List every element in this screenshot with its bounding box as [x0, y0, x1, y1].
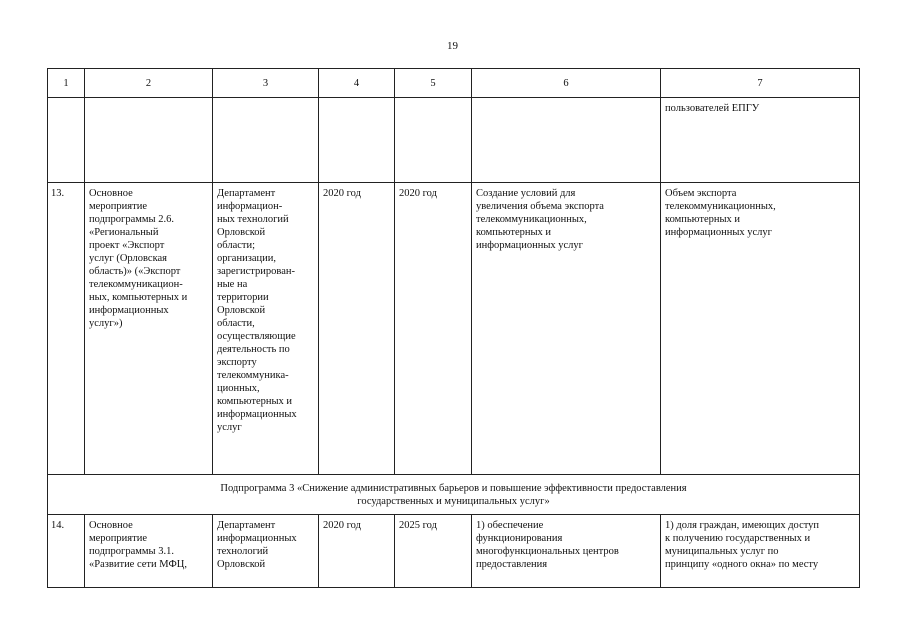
- row-number: 13.: [48, 183, 85, 475]
- header-cell-2: 2: [85, 69, 213, 98]
- continuation-row: [48, 98, 860, 183]
- result-cell: 1) обеспечение функционирования многофункциональных центров предоставления: [472, 515, 661, 588]
- row-number: 14.: [48, 515, 85, 588]
- page-number: 19: [447, 40, 458, 52]
- cell-empty: [85, 98, 213, 183]
- subprogram-title: Подпрограмма 3 «Снижение административных барьеров и повышение эффективности предоставления государственных и муниципальных услуг»: [48, 475, 860, 515]
- cell-empty: [472, 98, 661, 183]
- subprogram-row: [48, 475, 860, 515]
- cell-empty: [213, 98, 319, 183]
- executor-cell: Департамент информационных технологий Орловской: [213, 515, 319, 588]
- start-year-cell: 2020 год: [319, 515, 395, 588]
- header-cell-1: 1: [48, 69, 85, 98]
- header-row: [48, 69, 860, 98]
- header-cell-6: 6: [472, 69, 661, 98]
- indicator-cell: 1) доля граждан, имеющих доступ к получению государственных и муниципальных услуг по принципу «одного окна» по месту: [661, 515, 860, 588]
- indicator-cell: пользователей ЕПГУ: [661, 98, 860, 183]
- table-row-13: [48, 183, 860, 475]
- result-cell: Создание условий для увеличения объема экспорта телекоммуникационных, компьютерных и информационных услуг: [472, 183, 661, 475]
- measure-cell: Основное мероприятие подпрограммы 3.1. «Развитие сети МФЦ,: [85, 515, 213, 588]
- start-year-cell: 2020 год: [319, 183, 395, 475]
- measure-cell: Основное мероприятие подпрограммы 2.6. «Региональный проект «Экспорт услуг (Орловская область)» («Экспорт телекоммуникацион- ных, компьютерных и информационных услуг»): [85, 183, 213, 475]
- header-cell-3: 3: [213, 69, 319, 98]
- cell-empty: [395, 98, 472, 183]
- end-year-cell: 2025 год: [395, 515, 472, 588]
- indicator-cell: Объем экспорта телекоммуникационных, компьютерных и информационных услуг: [661, 183, 860, 475]
- measures-table: [47, 68, 860, 588]
- cell-empty: [48, 98, 85, 183]
- cell-empty: [319, 98, 395, 183]
- header-cell-7: 7: [661, 69, 860, 98]
- header-cell-4: 4: [319, 69, 395, 98]
- header-cell-5: 5: [395, 69, 472, 98]
- table-row-14: [48, 515, 860, 588]
- executor-cell: Департамент информацион- ных технологий Орловской области; организации, зарегистрирован- ные на территории Орловской области, осуществляющие деятельность по экспорту телекоммуника- ционных, компьютерных и информационных услуг: [213, 183, 319, 475]
- end-year-cell: 2020 год: [395, 183, 472, 475]
